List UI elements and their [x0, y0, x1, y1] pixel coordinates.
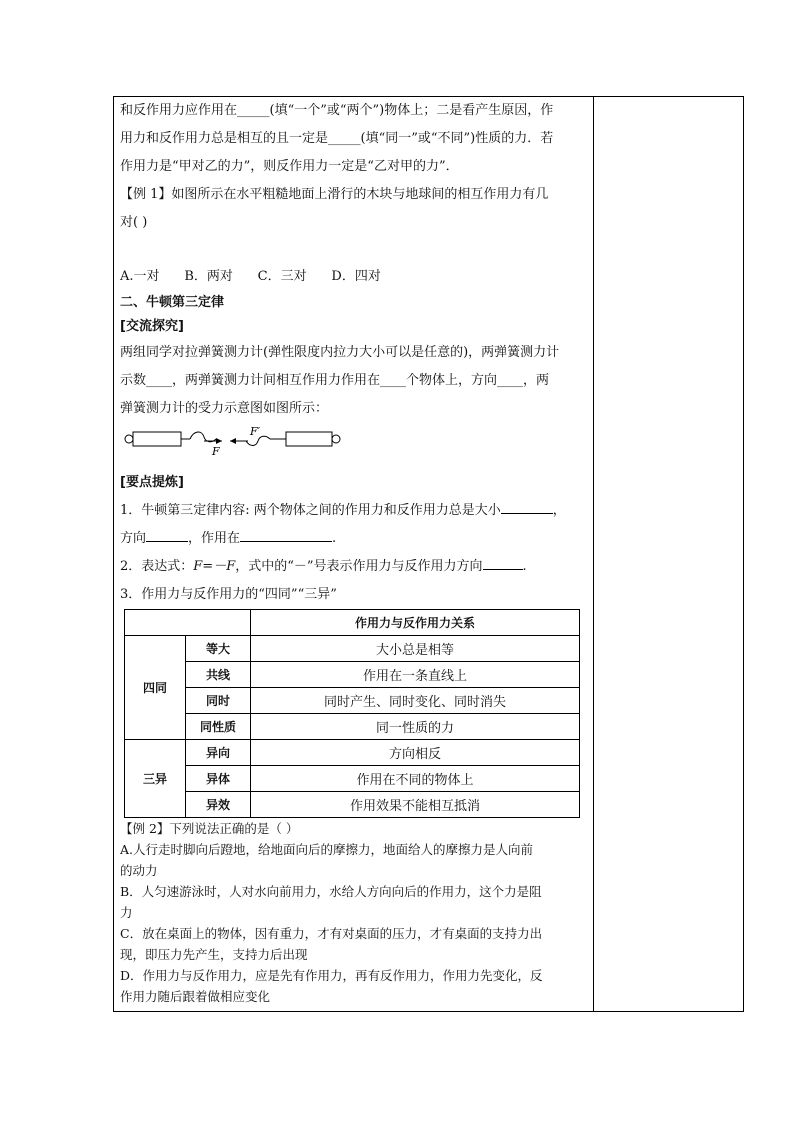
row-value: 作用在一条直线上	[251, 662, 580, 688]
label-f: F	[212, 445, 220, 458]
worksheet-table	[113, 96, 744, 1012]
keypoints-heading: [要点提炼]	[120, 475, 184, 490]
row-key: 等大	[186, 636, 251, 662]
exchange-line: 两组同学对拉弹簧测力计(弹性限度内拉力大小可以是任意的)，两弹簧测力计	[120, 345, 560, 360]
row-value: 方向相反	[251, 740, 580, 766]
row-value: 作用效果不能相互抵消	[251, 792, 580, 818]
point2-label: 2．表达式：	[120, 559, 194, 574]
blank-underline	[483, 555, 523, 570]
period: .	[522, 559, 527, 574]
example2	[120, 818, 588, 1007]
exchange-heading: [交流探究]	[120, 319, 184, 334]
row-key: 共线	[186, 662, 251, 688]
point2-text: ，式中的“－”号表示作用力与反作用力方向	[235, 559, 483, 574]
table-header: 作用力与反作用力关系	[251, 610, 580, 636]
ring-left	[125, 435, 133, 443]
point1-line2	[120, 525, 588, 553]
row-key: 同性质	[186, 714, 251, 740]
row-key: 异向	[186, 740, 251, 766]
example2-line: 现，即压力先产生，支持力后出现	[120, 947, 308, 962]
intro-line: 作用力是“甲对乙的力”，则反作用力一定是“乙对甲的力”．	[120, 159, 459, 174]
exchange-line: 示数____，两弹簧测力计间相互作用力作用在____个物体上，方向____，两	[120, 373, 550, 388]
point1-acting-label: ，作用在	[188, 531, 241, 546]
spring-scale-diagram	[120, 425, 588, 469]
blank-space	[120, 237, 588, 263]
example1-question: 【例 1】如图所示在水平粗糙地面上滑行的木块与地球间的相互作用力有几	[120, 187, 549, 202]
exchange-line: 弹簧测力计的受力示意图如图所示：	[120, 401, 329, 416]
example1-question-cont: 对( )	[120, 215, 148, 230]
row-value: 同时产生、同时变化、同时消失	[251, 688, 580, 714]
hook-left	[190, 432, 216, 442]
point3-line: 3．作用力与反作用力的“四同”“三异”	[120, 587, 337, 602]
group-diff-label: 三异	[125, 740, 186, 818]
example2-line: D．作用力与反作用力，应是先有作用力，再有反作用力，作用力先变化，反	[120, 968, 543, 983]
column-divider	[593, 97, 594, 1011]
relationship-table	[124, 609, 580, 818]
spring-scale-figure	[120, 425, 360, 469]
row-value: 作用在不同的物体上	[251, 766, 580, 792]
row-key: 异体	[186, 766, 251, 792]
example2-stem: 【例 2】下列说法正确的是（ ）	[120, 821, 299, 836]
example2-line: 力	[120, 905, 133, 920]
row-key: 异效	[186, 792, 251, 818]
row-value: 大小总是相等	[251, 636, 580, 662]
point1-line1: 1．牛顿第三定律内容: 两个物体之间的作用力和反作用力总是大小 ，	[120, 497, 588, 525]
blank-underline	[501, 499, 553, 514]
row-value: 同一性质的力	[251, 714, 580, 740]
example2-line: 作用力随后跟着做相应变化	[120, 989, 271, 1004]
example1-options: A.一对 B．两对 C．三对 D．四对	[120, 269, 381, 284]
table-header-empty	[125, 610, 251, 636]
row-key: 同时	[186, 688, 251, 714]
scale-body-right	[286, 432, 332, 446]
point1-direction-label: 方向	[120, 531, 147, 546]
example2-line: C．放在桌面上的物体，因有重力，才有对桌面的压力，才有桌面的支持力出	[120, 926, 543, 941]
main-content-cell	[120, 97, 588, 1007]
point2-formula: F=－F	[193, 559, 236, 574]
section-title: 二、牛顿第三定律	[120, 295, 225, 310]
intro-line: 用力和反作用力总是相互的且一定是_____(填“同一”或“不同”)性质的力．若	[120, 131, 554, 146]
ring-right	[332, 435, 340, 443]
group-same-label: 四同	[125, 636, 186, 740]
intro-line: 和反作用力应作用在_____(填“一个”或“两个”)物体上；二是看产生原因，作	[120, 103, 554, 118]
example2-line: B．人匀速游泳时，人对水向前用力，水给人方向向后的作用力，这个力是阻	[120, 884, 542, 899]
blank-underline	[240, 527, 332, 542]
example2-line: A.人行走时脚向后蹬地，给地面向后的摩擦力，地面给人的摩擦力是人向前	[120, 842, 534, 857]
example2-line: 的动力	[120, 863, 158, 878]
blank-underline	[146, 527, 188, 542]
period: .	[332, 531, 337, 546]
point2-line	[120, 553, 588, 581]
label-f-prime: F′	[250, 425, 261, 438]
point1-text: 1．牛顿第三定律内容: 两个物体之间的作用力和反作用力总是大小	[120, 503, 501, 518]
scale-body-left	[133, 432, 181, 446]
